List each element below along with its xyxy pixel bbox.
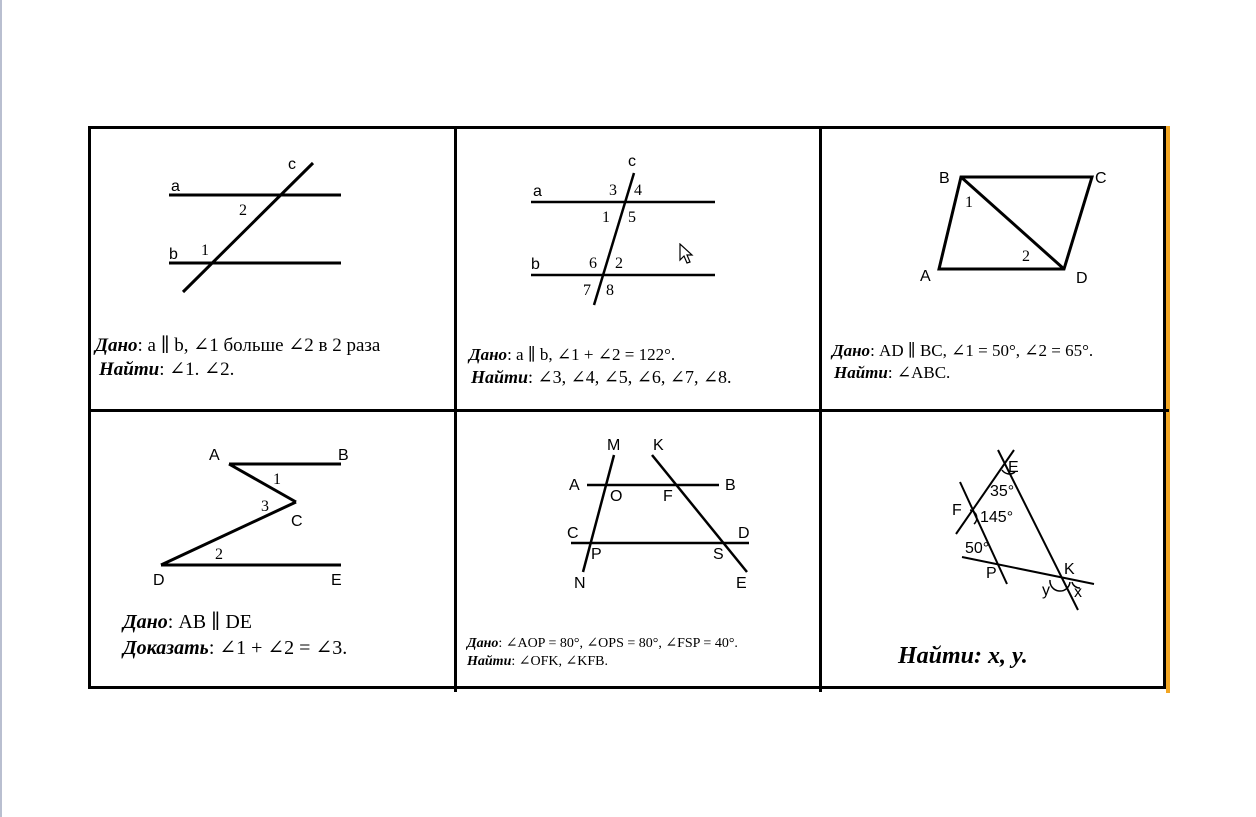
find-text: : ∠3, ∠4, ∠5, ∠6, ∠7, ∠8. xyxy=(528,367,732,387)
vertex-d: D xyxy=(1076,270,1088,287)
problem-cell-5 xyxy=(457,412,822,692)
point-a: A xyxy=(569,477,580,494)
given-text: : a ∥ b, ∠1 + ∠2 = 122°. xyxy=(507,345,676,364)
find-text: : ∠1. ∠2. xyxy=(159,359,235,380)
point-c: C xyxy=(567,525,579,542)
given-label: Дано xyxy=(95,335,138,356)
label-a: a xyxy=(533,183,542,200)
given-label: Дано xyxy=(469,345,508,364)
problems-table xyxy=(88,126,1166,689)
angle-label-6: 6 xyxy=(589,255,597,272)
angle-label-2: 2 xyxy=(615,255,623,272)
segment-ac xyxy=(229,464,296,502)
angle-label-4: 4 xyxy=(634,182,642,199)
find-line xyxy=(898,642,1028,671)
point-n: N xyxy=(574,575,586,592)
point-p: P xyxy=(591,546,602,563)
angle-label-7: 7 xyxy=(583,282,591,299)
find-line xyxy=(834,363,950,383)
angle-x: x xyxy=(1074,584,1082,601)
prove-line xyxy=(123,636,347,660)
vertex-a: A xyxy=(920,268,931,285)
find-line xyxy=(99,359,234,382)
angle-label-1: 1 xyxy=(602,209,610,226)
find-label: Найти xyxy=(99,359,160,380)
given-label: Дано xyxy=(123,611,168,633)
find-line xyxy=(471,367,732,389)
point-f: F xyxy=(663,488,673,505)
label-c: c xyxy=(628,153,636,170)
angle-label-3: 3 xyxy=(609,182,617,199)
given-text: : a ∥ b, ∠1 больше ∠2 в 2 раза xyxy=(137,335,381,356)
given-text: : ∠AOP = 80°, ∠OPS = 80°, ∠FSP = 40°. xyxy=(498,636,738,651)
find-label: Найти xyxy=(467,654,512,669)
label-a: a xyxy=(171,178,180,195)
find-text: : x, y. xyxy=(974,643,1028,669)
point-m: M xyxy=(607,437,621,454)
label-c: c xyxy=(288,156,296,173)
given-label: Дано xyxy=(467,636,499,651)
point-d: D xyxy=(738,525,750,542)
point-s: S xyxy=(713,546,724,563)
given-line xyxy=(832,341,1093,361)
angle-label-5: 5 xyxy=(628,209,636,226)
label-b: b xyxy=(531,256,540,273)
point-k: K xyxy=(1064,561,1075,578)
line-c xyxy=(183,163,313,292)
point-b: B xyxy=(725,477,736,494)
angle-145: 145° xyxy=(980,509,1014,526)
angle-label-1: 1 xyxy=(201,242,209,259)
problem-cell-4 xyxy=(91,412,457,692)
angle-label-8: 8 xyxy=(606,282,614,299)
find-label: Найти xyxy=(898,643,975,669)
find-text: : ∠ABC. xyxy=(887,363,951,382)
point-o: O xyxy=(610,488,623,505)
point-e: E xyxy=(736,575,747,592)
point-k: K xyxy=(653,437,664,454)
point-p: P xyxy=(986,565,997,582)
point-e: E xyxy=(331,572,342,589)
point-c: C xyxy=(291,513,303,530)
label-b: b xyxy=(169,246,178,263)
angle-label-2: 2 xyxy=(1022,248,1030,265)
angle-label-1: 1 xyxy=(273,471,281,488)
prove-text: : ∠1 + ∠2 = ∠3. xyxy=(208,637,348,659)
window-left-edge xyxy=(0,0,2,817)
find-text: : ∠OFK, ∠KFB. xyxy=(511,654,608,669)
diagonal-bd xyxy=(961,177,1064,269)
problem-cell-1 xyxy=(91,129,457,412)
find-label: Найти xyxy=(834,363,888,382)
point-a: A xyxy=(209,447,220,464)
angle-y: y xyxy=(1042,582,1050,599)
problem-cell-6 xyxy=(822,412,1169,692)
segment-cd xyxy=(161,502,296,565)
problem-cell-2 xyxy=(457,129,822,412)
find-label: Найти xyxy=(471,367,529,387)
angle-label-1: 1 xyxy=(965,194,973,211)
vertex-c: C xyxy=(1095,170,1107,187)
find-line xyxy=(467,654,608,671)
mouse-cursor-icon xyxy=(679,243,695,265)
angle-label-2: 2 xyxy=(215,546,223,563)
point-f: F xyxy=(952,502,962,519)
angle-50: 50° xyxy=(965,540,990,557)
prove-label: Доказать xyxy=(123,637,209,659)
angle-label-2: 2 xyxy=(239,202,247,219)
line-ke xyxy=(652,455,747,572)
given-text: : AD ∥ BC, ∠1 = 50°, ∠2 = 65°. xyxy=(870,341,1094,360)
angle-35: 35° xyxy=(990,483,1015,500)
vertex-b: B xyxy=(939,170,950,187)
problem-cell-3 xyxy=(822,129,1169,412)
given-text: : AB ∥ DE xyxy=(167,611,253,633)
given-line xyxy=(467,636,738,653)
point-b: B xyxy=(338,447,349,464)
angle-label-3: 3 xyxy=(261,498,269,515)
point-e: E xyxy=(1008,459,1019,476)
quadrilateral-abcd xyxy=(939,177,1092,269)
given-line xyxy=(95,335,380,358)
point-d: D xyxy=(153,572,165,589)
given-line xyxy=(123,610,252,634)
given-line xyxy=(469,345,675,365)
given-label: Дано xyxy=(832,341,871,360)
